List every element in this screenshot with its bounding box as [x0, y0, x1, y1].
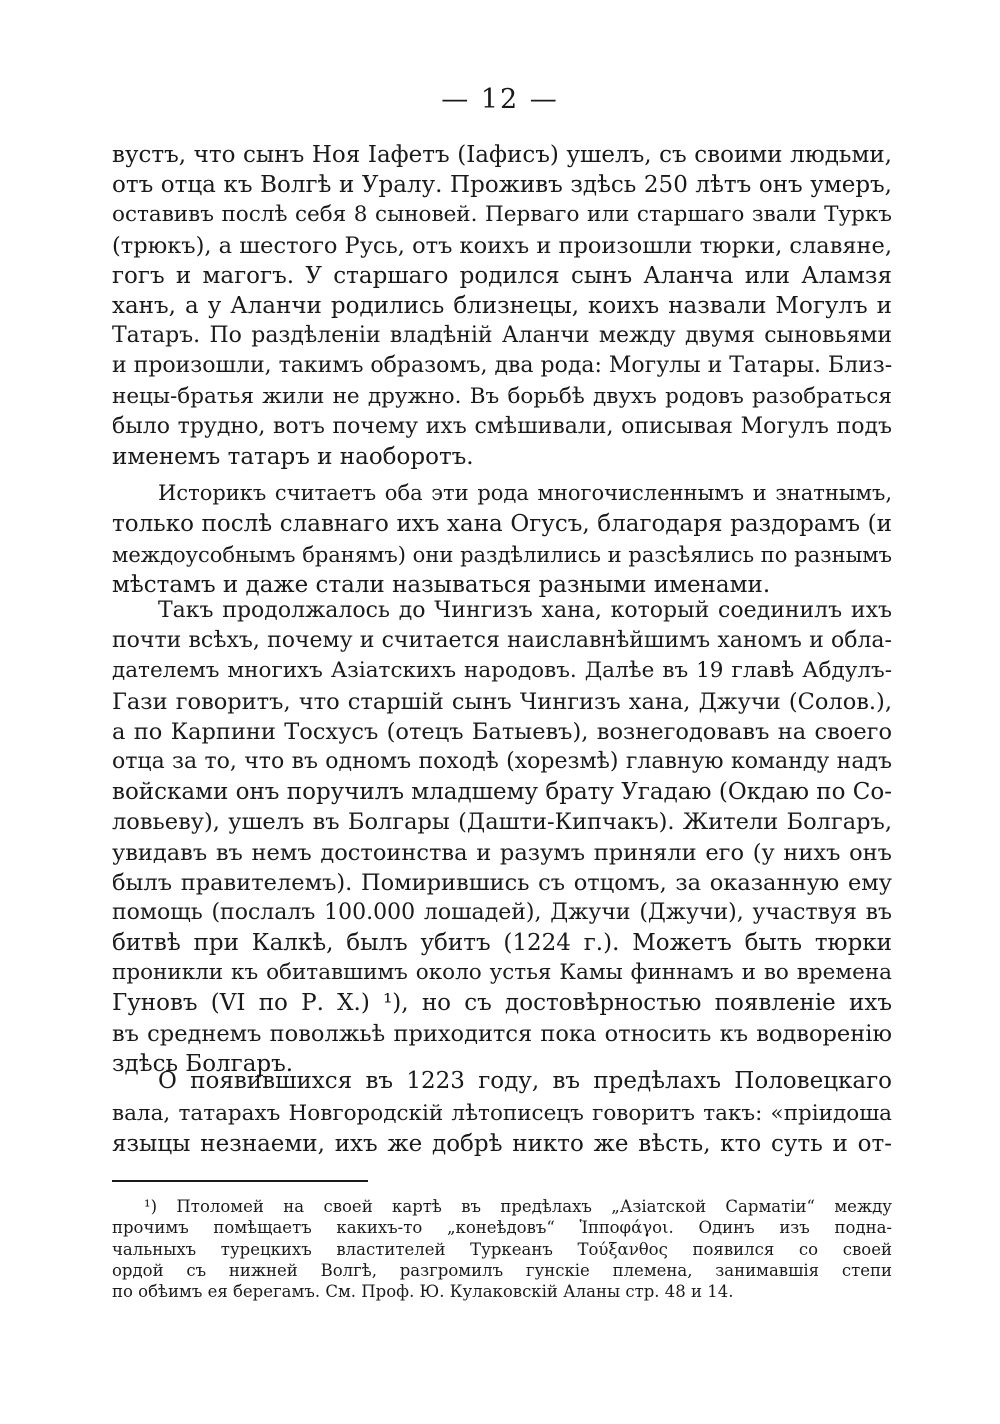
text-line: Гази говоритъ, что старшій сынъ Чингизъ хана, Джучи (Солов.),: [112, 688, 892, 715]
text-line: (трюкъ), а шестого Русь, отъ коихъ и произошли тюрки, славяне,: [112, 232, 892, 259]
paragraph-3: [112, 596, 892, 1079]
text-line: отца за то, что въ одномъ походѣ (хорезмѣ) главную команду надъ: [112, 748, 892, 774]
text-line: отъ отца къ Волгѣ и Уралу. Проживъ здѣсь 250 лѣтъ онъ умеръ,: [112, 172, 892, 199]
text-line: ловьеву), ушелъ въ Болгары (Дашти-Кипчакъ). Жители Болгаръ,: [112, 809, 892, 836]
text-line: Такъ продолжалось до Чингизъ хана, который соединилъ ихъ: [158, 598, 892, 623]
text-line: языцы незнаеми, ихъ же добрѣ никто же вѣсть, кто суть и от-: [112, 1131, 892, 1157]
paragraph-1: [112, 140, 892, 472]
text-line: помощь (послалъ 100.000 лошадей), Джучи (Джучи), участвуя въ: [112, 899, 892, 925]
text-line: битвѣ при Калкѣ, былъ убитъ (1224 г.). Можетъ быть тюрки: [112, 930, 892, 957]
paragraph-4: [112, 1066, 892, 1161]
text-line: оставивъ послѣ себя 8 сыновей. Перваго или старшаго звали Туркъ: [112, 202, 892, 228]
text-line: а по Карпини Тосхусъ (отецъ Батыевъ), вознегодовавъ на своего: [112, 718, 892, 745]
text-line: нецы-братья жили не дружно. Въ борьбѣ двухъ родовъ разобраться: [112, 383, 892, 409]
footnote-line: чальныхъ турецкихъ властителей Туркеанъ Τούξανθος появился со своей: [112, 1239, 892, 1259]
footnote-line: по обѣимъ ея берегамъ. См. Проф. Ю. Кулаковскій Аланы стр. 48 и 14.: [112, 1282, 734, 1302]
text-line: и произошли, такимъ образомъ, два рода: Могулы и Татары. Близ-: [112, 353, 892, 379]
text-line: вустъ, что сынъ Ноя Іафетъ (Іафисъ) ушелъ, съ своими людьми,: [112, 142, 892, 168]
text-line: войсками онъ поручилъ младшему брату Угадаю (Окдаю по Со-: [112, 779, 892, 806]
footnote-line: ордой съ нижней Волгѣ, разгромилъ гунскіе племена, занимавшія степи: [112, 1260, 892, 1280]
footnote: [112, 1196, 892, 1302]
text-line: почти всѣхъ, почему и считается наиславнѣйшимъ ханомъ и обла-: [112, 628, 892, 654]
text-line: здѣсь Болгаръ.: [112, 1050, 294, 1077]
footnote-divider: [112, 1180, 368, 1182]
text-line: въ среднемъ поволжьѣ приходится пока относить къ водворенію: [112, 1020, 892, 1047]
text-line: ханъ, а у Аланчи родились близнецы, коихъ назвали Могулъ и: [112, 292, 892, 319]
text-line: Историкъ считаетъ оба эти рода многочисленнымъ и знатнымъ,: [158, 481, 892, 505]
text-line: междоусобнымъ бранямъ) они раздѣлились и разсѣялись по разнымъ: [112, 542, 892, 567]
text-line: мѣстамъ и даже стали называться разными именами.: [112, 572, 771, 599]
text-line: былъ правителемъ). Помирившись съ отцомъ, за оказанную ему: [112, 869, 892, 896]
text-line: О появившихся въ 1223 году, въ предѣлахъ Половецкаго: [158, 1068, 892, 1094]
text-line: проникли къ обитавшимъ около устья Камы финнамъ и во времена: [112, 960, 892, 986]
text-line: только послѣ славнаго ихъ хана Огусъ, благодаря раздорамъ (и: [112, 510, 892, 537]
page-number: — 12 —: [441, 84, 559, 115]
text-line: увидавъ въ немъ достоинства и разумъ приняли его (у нихъ онъ: [112, 839, 892, 866]
footnote-line: ¹) Птоломей на своей картѣ въ предѣлахъ „Азіатской Сарматіи“ между: [144, 1197, 892, 1216]
text-line: именемъ татаръ и наоборотъ.: [112, 443, 474, 470]
text-line: дателемъ многихъ Азіатскихъ народовъ. Далѣе въ 19 главѣ Абдулъ-: [112, 658, 892, 684]
paragraph-2: [112, 478, 892, 601]
text-line: гогъ и магогъ. У старшаго родился сынъ Аланча или Аламзя: [112, 262, 892, 289]
text-line: Гуновъ (VI по Р. Х.) ¹), но съ достовѣрностью появленіе ихъ: [112, 990, 892, 1017]
text-line: Татаръ. По раздѣленіи владѣній Аланчи между двумя сыновьями: [112, 323, 892, 349]
text-line: вала, татарахъ Новгородскій лѣтописецъ говоритъ такъ: «пріидоша: [112, 1100, 892, 1126]
text-line: было трудно, вотъ почему ихъ смѣшивали, описывая Могулъ подъ: [112, 413, 892, 439]
footnote-line: прочимъ помѣщаетъ какихъ-то „конеѣдовъ“ Ἱπποφάγοι. Одинъ изъ подна-: [112, 1218, 892, 1238]
